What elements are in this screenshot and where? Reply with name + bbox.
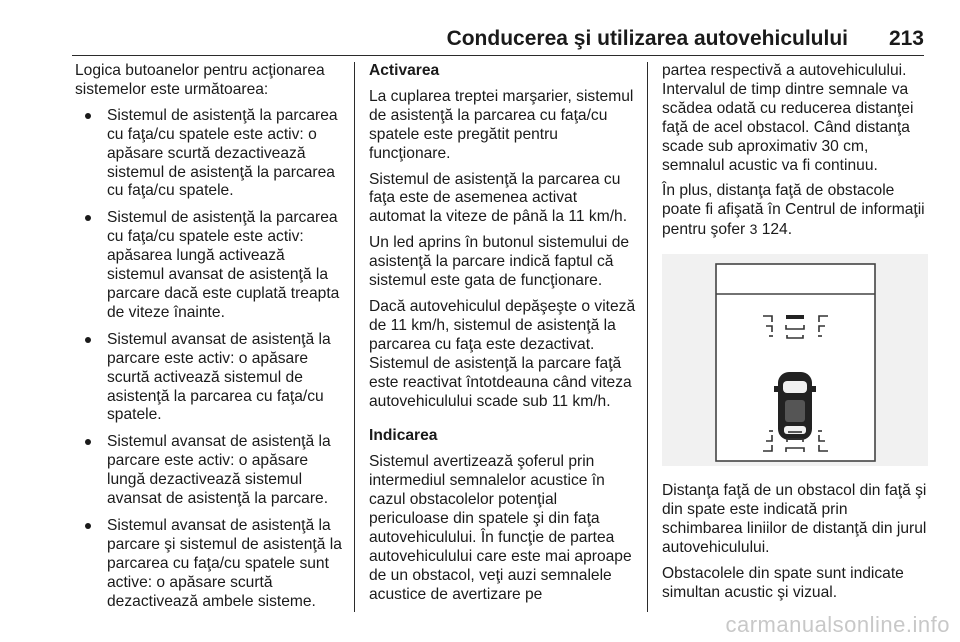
section-title: Conducerea şi utilizarea autovehiculului xyxy=(446,27,848,50)
front-center-segment-active xyxy=(786,315,804,319)
page-reference-arrow-icon: 3 xyxy=(749,221,758,238)
watermark: carmanualsonline.info xyxy=(725,612,950,637)
list-item: Sistemul avansat de asistenţă la parcare şi sistemul de asistenţă la parcarea cu faţa/cu spatele sunt active: o apăsare scurtă dezactivează ambele sisteme. xyxy=(75,517,343,612)
page-header xyxy=(0,0,960,56)
paragraph: Sistemul avertizează şoferul prin intermediul semnalelor acustice în cazul obstacolelor potenţial periculoase din spatele şi din faţa autovehiculului. În funcţie de partea autovehiculului care este mai aproape de un obstacol, veţi auzi semnalele acustice de avertizare pe xyxy=(369,453,632,603)
indication-heading: Indicarea xyxy=(369,427,438,445)
list-item: Sistemul avansat de asistenţă la parcare este activ: o apăsare scurtă activează sistemul de asistenţă la parcarea cu faţa/cu spatele. xyxy=(75,331,343,426)
page-number: 213 xyxy=(888,27,924,50)
parking-display-illustration xyxy=(662,254,928,466)
paragraph-text: În plus, distanţa faţă de obstacole poate fi afişată în Centrul de informaţii pentru şofer xyxy=(662,182,925,239)
paragraph: Dacă autovehiculul depăşeşte o viteză de 11 km/h, sistemul de asistenţă la parcarea cu faţa este dezactivat. Sistemul de asistenţă la parcare faţă este reactivat întotdeauna când viteza autovehiculului scade sub 11 km/h. xyxy=(369,297,636,410)
paragraph xyxy=(662,182,930,240)
paragraph: Un led aprins în butonul sistemului de asistenţă la parcare indică faptul că sistemul este gata de funcţionare. xyxy=(369,234,630,290)
intro-paragraph: Logica butoanelor pentru acţionarea sistemelor este următoarea: xyxy=(75,62,325,98)
paragraph: Obstacolele din spate sunt indicate simultan acustic şi vizual. xyxy=(662,564,904,601)
paragraph: La cuplarea treptei marşarier, sistemul de asistenţă la parcarea cu faţa/cu spatele este pregătit pentru funcţionare. xyxy=(369,87,634,162)
header-rule xyxy=(72,55,924,56)
column-3 xyxy=(662,62,930,610)
column-divider-2 xyxy=(647,62,648,612)
paragraph: Distanţa faţă de un obstacol din faţă şi din spate este indicată prin schimbarea liniilor de distanţă din jurul autovehiculului. xyxy=(662,482,927,556)
column-divider-1 xyxy=(354,62,355,612)
page-reference: 124. xyxy=(761,221,793,239)
activation-heading: Activarea xyxy=(369,62,440,79)
list-item: Sistemul de asistenţă la parcarea cu faţa/cu spatele este activ: o apăsare scurtă dezactivează sistemul de asistenţă la parcarea cu faţa/cu spatele. xyxy=(75,107,343,202)
parking-display-svg xyxy=(662,254,928,466)
column-1 xyxy=(75,62,343,619)
list-item: Sistemul avansat de asistenţă la parcare este activ: o apăsare lungă dezactivează sistemul avansat de asistenţă la parcare. xyxy=(75,433,343,509)
button-logic-list xyxy=(75,107,343,612)
paragraph: partea respectivă a autovehiculului. Intervalul de timp dintre semnale va scădea odată cu reducerea distanţei faţă de acel obstacol. Când distanţa scade sub aproximativ 30 cm, semnalul acustic va fi continuu. xyxy=(662,62,914,174)
column-2 xyxy=(369,62,637,612)
list-item: Sistemul de asistenţă la parcarea cu faţa/cu spatele este activ: apăsarea lungă activează sistemul avansat de asistenţă la parcare dacă este cuplată treapta de viteze înainte. xyxy=(75,209,343,322)
car-top-view-icon xyxy=(774,372,816,440)
paragraph: Sistemul de asistenţă la parcarea cu faţa este de asemenea activat automat la viteze de până la 11 km/h. xyxy=(369,170,628,226)
